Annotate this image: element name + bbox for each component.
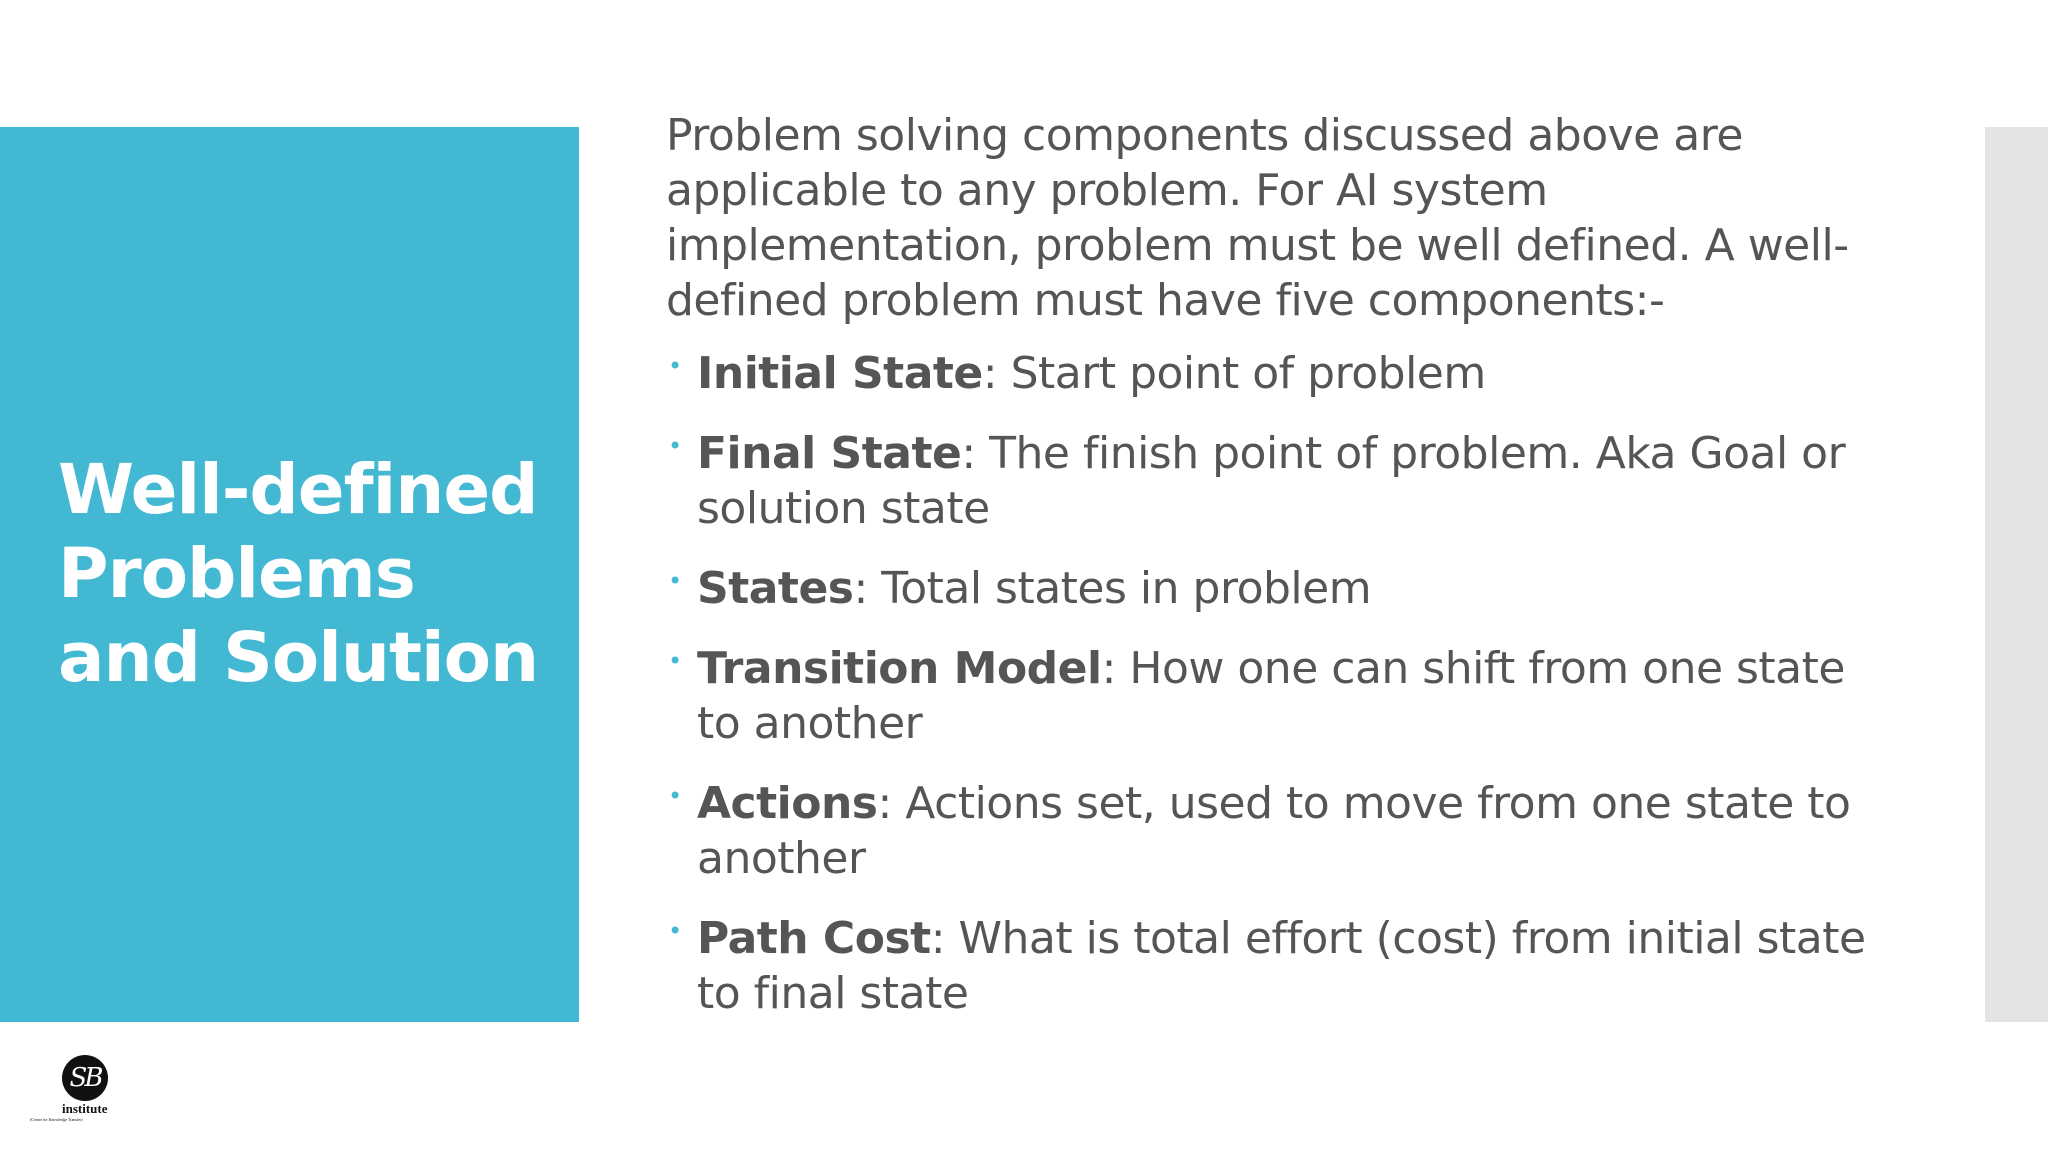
list-item (666, 346, 1876, 401)
bullet-text: : Actions set, used to move from one state to another (697, 778, 1851, 884)
bullet-text: : Start point of problem (982, 348, 1486, 399)
right-edge-strip (1985, 127, 2048, 1022)
intro-paragraph: Problem solving components discussed above are applicable to any problem. For AI system implementation, problem must be well defined. A well-defined problem must have five components:- (666, 110, 1849, 326)
bullet-term: Initial State (697, 348, 983, 399)
list-item (666, 561, 1876, 616)
bullet-term: Final State (697, 428, 962, 479)
list-item (666, 911, 1876, 1021)
bullet-text: : The finish point of problem. Aka Goal or solution state (697, 428, 1846, 534)
bullet-icon: • (668, 432, 682, 460)
bullet-icon: • (668, 782, 682, 810)
bullet-term: Path Cost (697, 913, 931, 964)
logo-mark-icon: SB (62, 1055, 108, 1101)
bullet-text: : How one can shift from one state to another (697, 643, 1845, 749)
bullet-icon: • (668, 917, 682, 945)
bullet-icon: • (668, 352, 682, 380)
content-area (666, 108, 1876, 1046)
bullet-term: Actions (697, 778, 878, 829)
bullet-text: : Total states in problem (853, 563, 1372, 614)
institute-logo (28, 1055, 128, 1127)
bullet-icon: • (668, 647, 682, 675)
list-item (666, 426, 1876, 536)
bullet-icon: • (668, 567, 682, 595)
bullet-term: States (697, 563, 854, 614)
list-item (666, 776, 1876, 886)
list-item (666, 641, 1876, 751)
bullet-text: : What is total effort (cost) from initial state to final state (697, 913, 1866, 1019)
logo-tagline: (Centre for Knowledge Transfer) (30, 1117, 83, 1122)
logo-wordmark: institute (62, 1101, 108, 1116)
slide-title: Well-defined Problems and Solution (58, 450, 539, 698)
components-list (666, 346, 1876, 1021)
bullet-term: Transition Model (697, 643, 1102, 694)
